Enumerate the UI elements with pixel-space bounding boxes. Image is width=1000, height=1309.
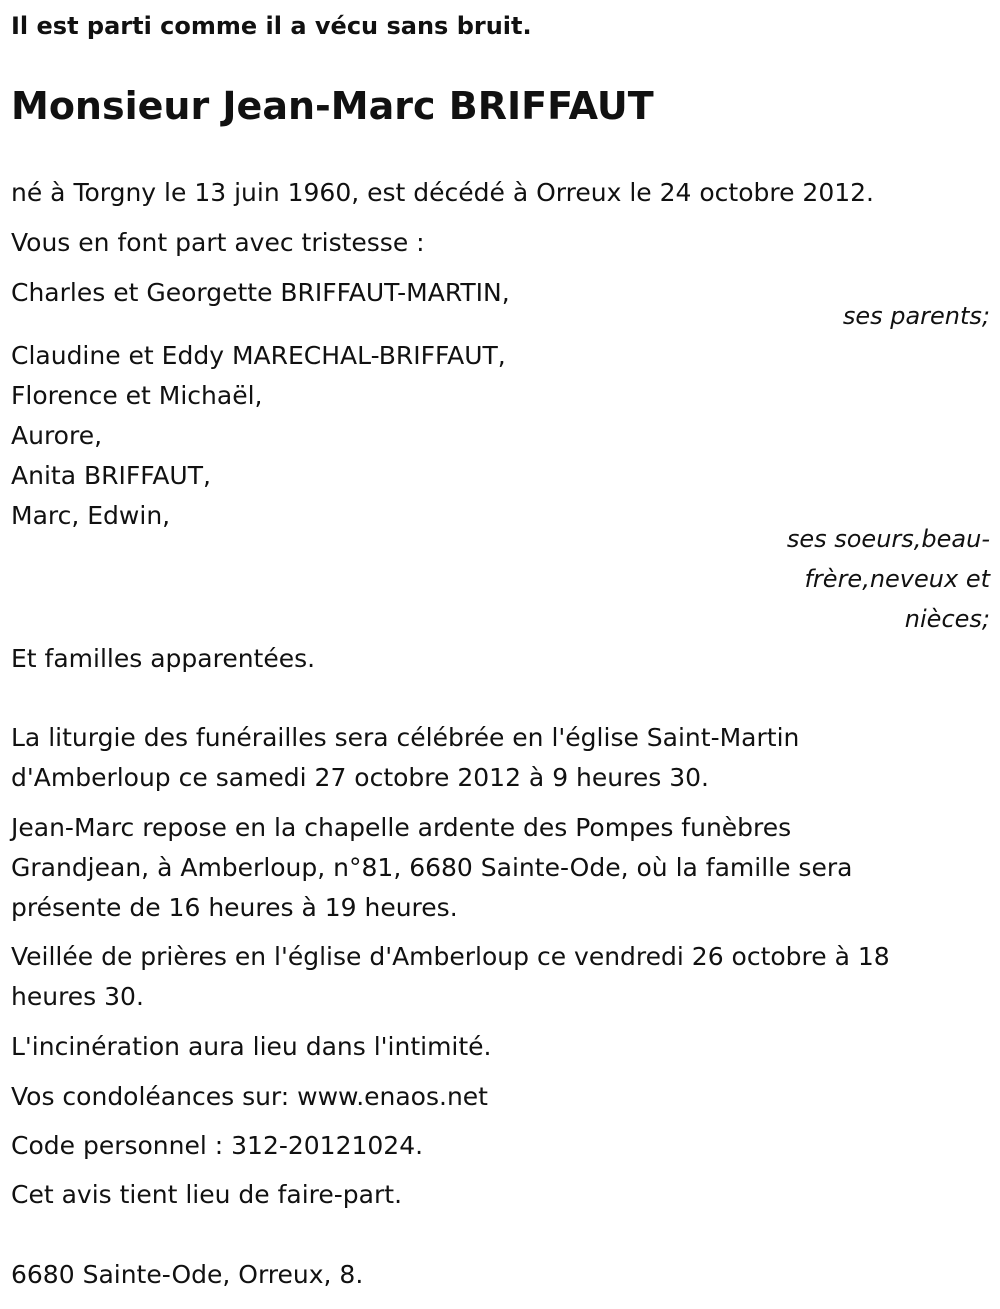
vigil-line: heures 30. xyxy=(11,982,144,1011)
sibling-line: Marc, Edwin, xyxy=(11,501,171,530)
notice-line: Cet avis tient lieu de faire-part. xyxy=(11,1180,403,1209)
sibling-line: Anita BRIFFAUT, xyxy=(11,461,211,490)
address-line: 6680 Sainte-Ode, Orreux, 8. xyxy=(11,1260,364,1289)
siblings-role: ses soeurs,beau- xyxy=(786,525,990,553)
parents-role: ses parents; xyxy=(842,302,990,330)
viewing-line: Grandjean, à Amberloup, n°81, 6680 Sainte-Ode, où la famille sera xyxy=(11,853,853,882)
liturgy-line: La liturgie des funérailles sera célébrée en l'église Saint-Martin xyxy=(11,723,800,752)
siblings-role: frère,neveux et xyxy=(804,565,990,593)
personal-code-line: Code personnel : 312-20121024. xyxy=(11,1131,424,1160)
liturgy-line: d'Amberloup ce samedi 27 octobre 2012 à 9 heures 30. xyxy=(11,763,709,792)
cremation-line: L'incinération aura lieu dans l'intimité. xyxy=(11,1032,492,1061)
tagline: Il est parti comme il a vécu sans bruit. xyxy=(11,12,532,40)
siblings-role: nièces; xyxy=(904,605,990,633)
viewing-line: présente de 16 heures à 19 heures. xyxy=(11,893,458,922)
sibling-line: Claudine et Eddy MARECHAL-BRIFFAUT, xyxy=(11,341,506,370)
viewing-line: Jean-Marc repose en la chapelle ardente des Pompes funèbres xyxy=(11,813,792,842)
related-families: Et familles apparentées. xyxy=(11,644,316,673)
parents-names: Charles et Georgette BRIFFAUT-MARTIN, xyxy=(11,278,510,307)
sibling-line: Florence et Michaël, xyxy=(11,381,263,410)
vigil-line: Veillée de prières en l'église d'Amberloup ce vendredi 26 octobre à 18 xyxy=(11,942,890,971)
sibling-line: Aurore, xyxy=(11,421,103,450)
deceased-name: Monsieur Jean-Marc BRIFFAUT xyxy=(11,84,654,128)
condolences-line: Vos condoléances sur: www.enaos.net xyxy=(11,1082,488,1111)
birth-death-line: né à Torgny le 13 juin 1960, est décédé à Orreux le 24 octobre 2012. xyxy=(11,178,875,207)
intro-line: Vous en font part avec tristesse : xyxy=(11,228,425,257)
